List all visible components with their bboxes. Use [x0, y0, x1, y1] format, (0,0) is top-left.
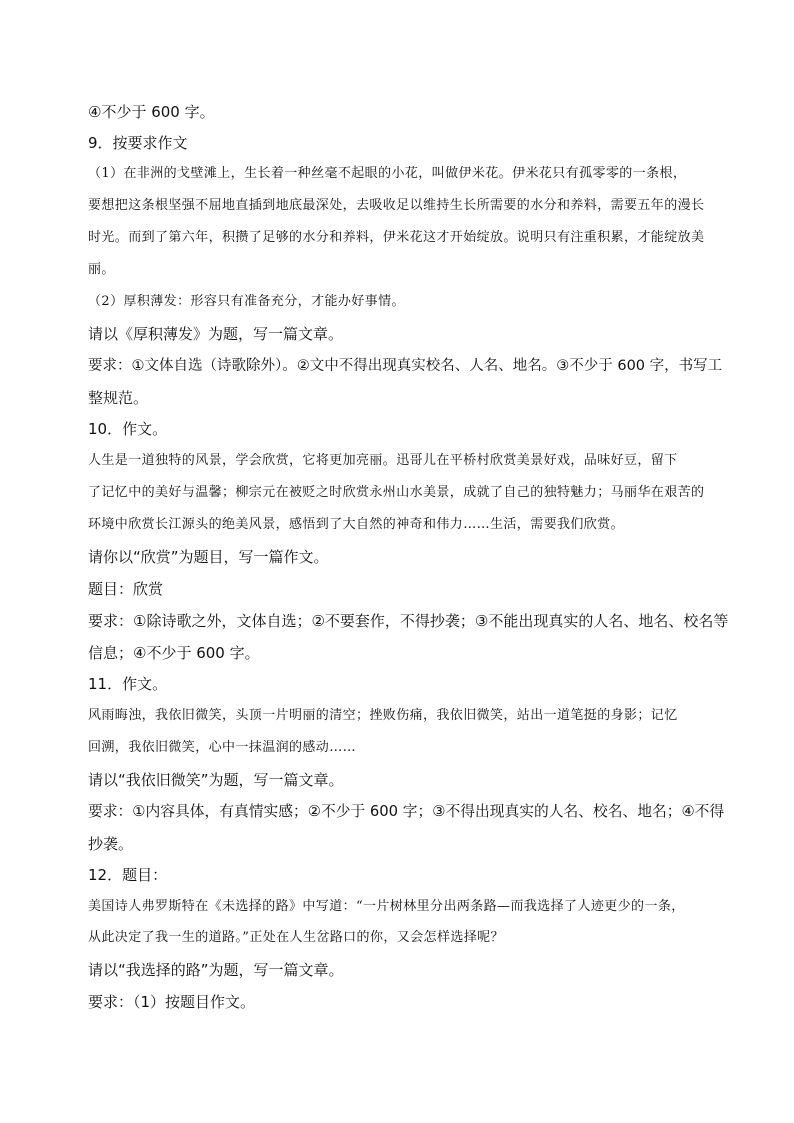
prompt-text-line: （1）在非洲的戈壁滩上，生长着一种丝毫不起眼的小花，叫做伊米花。伊米花只有孤零零的一条根， — [88, 166, 687, 181]
requirement-line: 要求：①文体自选（诗歌除外）。②文中不得出现真实校名、人名、地名。③不少于 600 字，书写工 — [88, 358, 723, 374]
instruction-line: 请以《厚积薄发》为题，写一篇文章。 — [88, 325, 344, 343]
requirement-line: 抄袭。 — [88, 835, 134, 853]
prompt-text-line: 要想把这条根坚强不屈地直插到地底最深处，去吸收足以维持生长所需要的水分和养料，需要五年的漫长 — [88, 198, 705, 213]
instruction-line: 请以“我选择的路”为题，写一篇文章。 — [88, 961, 344, 979]
prompt-text-line: 时光。而到了第六年，积攒了足够的水分和养料，伊米花这才开始绽放。说明只有注重积累，才能绽放美 — [88, 230, 705, 245]
question-12-heading: 12．题目： — [88, 866, 168, 884]
instruction-line: 请以“我依旧微笑”为题，写一篇文章。 — [88, 771, 344, 789]
prompt-text-line: （2）厚积薄发：形容只有准备充分，才能办好事情。 — [88, 294, 405, 309]
prompt-text-line: 环境中欣赏长江源头的绝美风景，感悟到了大自然的神奇和伟力……生活，需要我们欣赏。 — [88, 517, 625, 532]
prompt-text-line: 美国诗人弗罗斯特在《未选择的路》中写道：“一片树林里分出两条路—而我选择了人迹更少的一条， — [88, 899, 685, 914]
prompt-text-line: 回溯，我依旧微笑，心中一抹温润的感动…… — [88, 740, 357, 755]
requirement-line: 要求：①内容具体，有真情实感；②不少于 600 字；③不得出现真实的人名、校名、地名；④不得 — [88, 803, 725, 820]
requirement-line: 整规范。 — [88, 389, 149, 407]
requirement-line: 要求：（1）按题目作文。 — [88, 993, 256, 1011]
title-line: 题目：欣赏 — [88, 580, 164, 598]
prompt-text-line: 了记忆中的美好与温馨；柳宗元在被贬之时欣赏永州山水美景，成就了自己的独特魅力；马丽华在艰苦的 — [88, 485, 705, 500]
instruction-line: 请你以“欣赏”为题目，写一篇作文。 — [88, 548, 329, 566]
question-10-heading: 10．作文。 — [88, 420, 168, 438]
prompt-text-line: 丽。 — [88, 262, 115, 277]
requirement-line: ④不少于 600 字。 — [88, 103, 215, 121]
prompt-text-line: 从此决定了我一生的道路。”正处在人生岔路口的你，又会怎样选择呢？ — [88, 930, 504, 945]
question-9-heading: 9．按要求作文 — [88, 134, 188, 152]
question-11-heading: 11．作文。 — [88, 675, 168, 693]
prompt-text-line: 人生是一道独特的风景，学会欣赏，它将更加亮丽。迅哥儿在平桥村欣赏美景好戏，品味好豆，留下 — [88, 453, 678, 468]
prompt-text-line: 风雨晦浊，我依旧微笑，头顶一片明丽的清空；挫败伤痛，我依旧微笑，站出一道笔挺的身影；记忆 — [88, 708, 678, 723]
requirement-line: 信息；④不少于 600 字。 — [88, 644, 260, 662]
requirement-line: 要求：①除诗歌之外，文体自选；②不要套作，不得抄袭；③不能出现真实的人名、地名、校名等 — [88, 612, 729, 630]
